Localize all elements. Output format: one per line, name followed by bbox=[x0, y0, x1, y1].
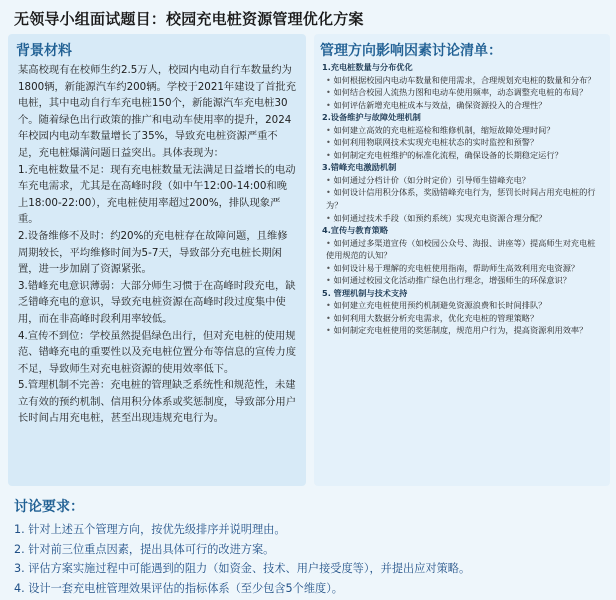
factor-question: • 如何制定充电桩使用的奖惩制度，规范用户行为，提高资源利用效率？ bbox=[326, 325, 588, 336]
bullet-icon: • bbox=[326, 212, 334, 223]
factor-question: • 如何通过分档计价（如分时定价）引导师生错峰充电？ bbox=[326, 174, 530, 185]
background-body bbox=[8, 58, 306, 427]
factor-question: • 如何利用大数据分析充电需求，优化充电桩的管理策略？ bbox=[326, 312, 539, 323]
factor-section-title: 5. 管理机制与技术支持 bbox=[322, 287, 408, 298]
bullet-icon: • bbox=[326, 99, 334, 110]
bullet-icon: • bbox=[326, 325, 334, 336]
bullet-icon: • bbox=[326, 87, 334, 98]
factor-question: • 如何利用物联网技术实现充电桩状态的实时监控和预警？ bbox=[326, 137, 539, 148]
background-point: 2.设备维修不及时：约20%的充电桩存在故障问题，且维修周期较长，平均维修时间为5-7天，导致部分充电桩长期闲置，进一步加剧了资源紧张。 bbox=[18, 229, 288, 276]
background-point: 3.错峰充电意识薄弱：大部分师生习惯于在高峰时段充电，缺乏错峰充电的意识，导致充电桩资源在高峰时段过度集中使用，而在非高峰时段利用率较低。 bbox=[18, 279, 296, 325]
bullet-icon: • bbox=[326, 174, 334, 185]
factors-list bbox=[314, 58, 610, 337]
background-point: 4.宣传不到位：学校虽然提倡绿色出行，但对充电桩的使用规范、错峰充电的重要性以及充电桩位置分布等信息的宣传力度不足，导致师生对充电桩资源的使用效率低下。 bbox=[18, 329, 297, 375]
bullet-icon: • bbox=[326, 312, 334, 323]
bullet-icon: • bbox=[326, 74, 334, 85]
discussion-item: 1. 针对上述五个管理方向，按优先级排序并说明理由。 bbox=[14, 523, 286, 536]
bullet-icon: • bbox=[326, 124, 334, 135]
background-panel bbox=[8, 34, 306, 486]
background-point: 1.充电桩数量不足：现有充电桩数量无法满足日益增长的电动车充电需求，尤其是在高峰时段（如中午12:00-14:00和晚上18:00-22:00），充电桩使用率超过200%，排队现象严重。 bbox=[18, 163, 296, 226]
factors-panel bbox=[314, 34, 610, 486]
factor-section-title: 1.充电桩数量与分布优化 bbox=[322, 62, 413, 72]
bullet-icon: • bbox=[326, 262, 334, 273]
factor-question: • 如何通过校园文化活动推广绿色出行理念，增强师生的环保意识？ bbox=[326, 275, 571, 286]
factor-question: • 如何设计易于理解的充电桩使用指南，帮助师生高效利用充电资源？ bbox=[326, 262, 580, 273]
factor-question: • 如何通过多渠道宣传（如校园公众号、海报、讲座等）提高师生对充电桩使用规范的认知？ bbox=[326, 237, 596, 261]
bullet-icon: • bbox=[326, 237, 334, 248]
factor-question: • 如何结合校园人流热力图和电动车使用频率，动态调整充电桩的布局？ bbox=[326, 87, 588, 98]
bullet-icon: • bbox=[326, 137, 334, 148]
factor-section-title: 4.宣传与教育策略 bbox=[322, 225, 389, 236]
bullet-icon: • bbox=[326, 187, 334, 198]
factor-question: • 如何通过技术手段（如预约系统）实现充电资源合理分配？ bbox=[326, 212, 547, 223]
page-title: 无领导小组面试题目：校园充电桩资源管理优化方案 bbox=[14, 10, 364, 28]
factor-question: • 如何制定充电桩维护的标准化流程，确保设备的长期稳定运行？ bbox=[326, 149, 563, 160]
factor-section-title: 3.错峰充电激励机制 bbox=[322, 162, 397, 173]
discussion-item: 4. 设计一套充电桩管理效果评估的指标体系（至少包含5个维度）。 bbox=[14, 581, 343, 595]
factor-section-title: 2.设备维护与故障处理机制 bbox=[322, 112, 421, 123]
discussion-item: 3. 评估方案实施过程中可能遇到的阻力（如资金、技术、用户接受度等），并提出应对策略。 bbox=[14, 562, 471, 575]
bullet-icon: • bbox=[326, 300, 334, 311]
background-heading: 背景材料 bbox=[16, 43, 72, 59]
factor-question: • 如何评估新增充电桩成本与效益，确保资源投入的合理性？ bbox=[326, 99, 547, 110]
discussion-item: 2. 针对前三位重点因素，提出具体可行的改进方案。 bbox=[14, 542, 275, 556]
factor-question: • 如何建立高效的充电桩巡检和维修机制，缩短故障处理时间？ bbox=[326, 124, 555, 135]
background-point: 5.管理机制不完善：充电桩的管理缺乏系统性和规范性，未建立有效的预约机制、信用积分体系或奖惩制度，导致部分用户长时间占用充电桩，甚至出现违规充电行为。 bbox=[18, 379, 297, 425]
discussion-list bbox=[14, 520, 610, 598]
factor-question: • 如何建立充电桩使用预约机制避免资源浪费和长时间排队？ bbox=[326, 300, 547, 311]
discussion-section bbox=[14, 496, 610, 598]
factor-question: • 如何设计信用积分体系，奖励错峰充电行为，惩罚长时间占用充电桩的行为？ bbox=[326, 187, 596, 211]
bullet-icon: • bbox=[326, 149, 334, 160]
background-intro: 某高校现有在校师生约2.5万人，校园内电动自行车数量约为1800辆，新能源汽车约200辆。学校于2021年建设了首批充电桩，其中电动自行车充电桩150个，新能源汽车充电桩30个。随着绿色出行政策的推广和电动车使用率的提升，2024年校园内电动车数量增长了35%，导致充电桩资源严重不足，充电桩爆满问题日益突出。具体表现为： bbox=[18, 64, 296, 159]
bullet-icon: • bbox=[326, 275, 334, 286]
factor-question: • 如何根据校园内电动车数量和使用需求，合理规划充电桩的数量和分布？ bbox=[326, 74, 596, 85]
factors-heading: 管理方向影响因素讨论清单： bbox=[320, 43, 502, 59]
discussion-heading: 讨论要求： bbox=[14, 499, 84, 515]
